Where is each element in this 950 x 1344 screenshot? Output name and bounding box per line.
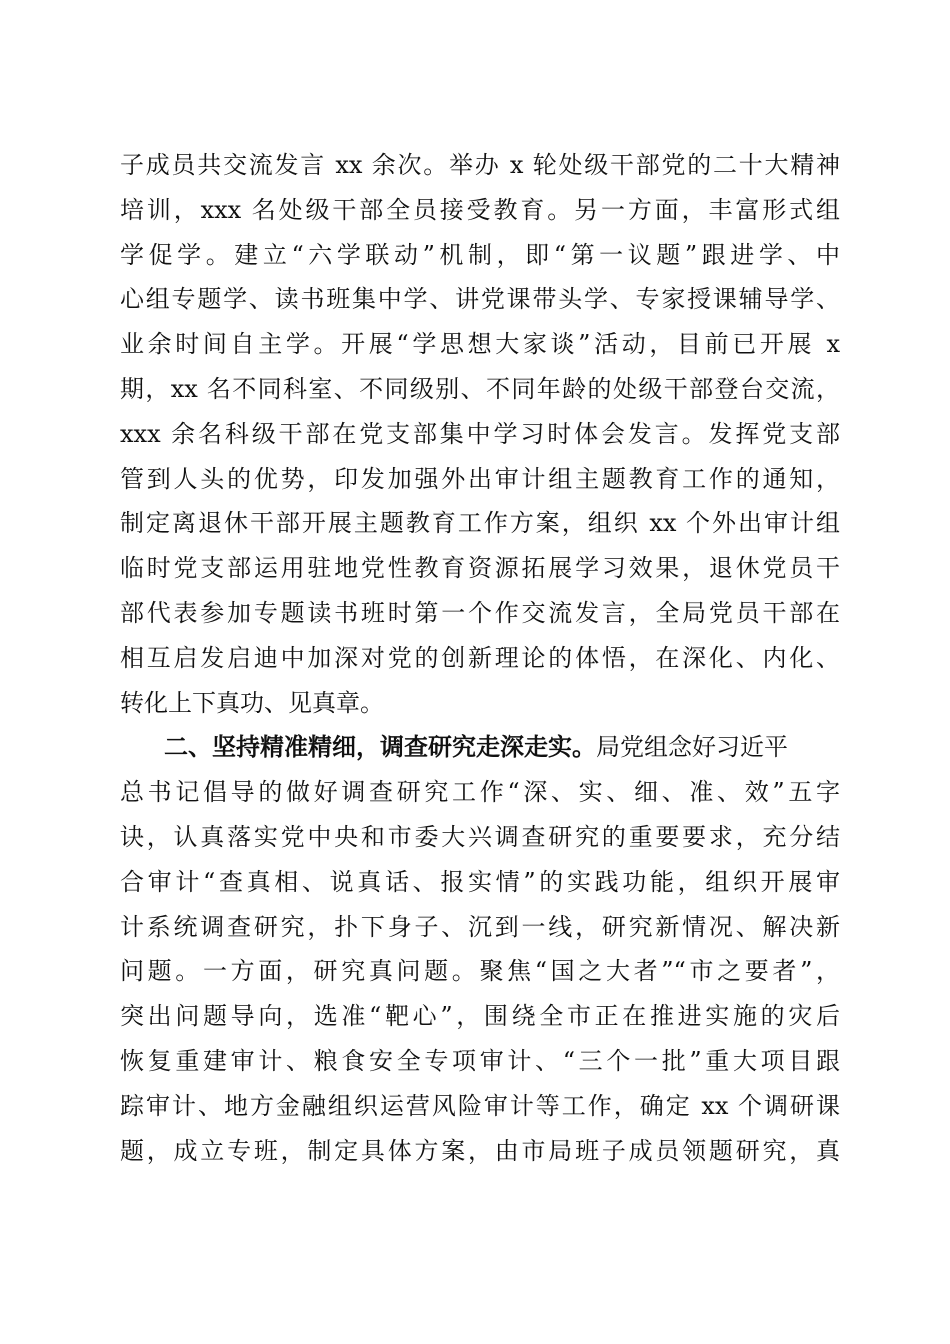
paragraph-1-line: 临时党支部运用驻地党性教育资源拓展学习效果，退休党员干	[120, 554, 840, 583]
document-body	[120, 143, 840, 1173]
paragraph-2-line: 恢复重建审计、粮食安全专项审计、“三个一批”重大项目跟	[120, 1046, 840, 1075]
paragraph-1-line: 培训，xxx 名处级干部全员接受教育。另一方面，丰富形式组	[120, 195, 840, 224]
paragraph-1-line: 学促学。建立“六学联动”机制，即“第一议题”跟进学、中	[120, 240, 840, 269]
paragraph-2-line: 问题。一方面，研究真问题。聚焦“国之大者”“市之要者”，	[120, 957, 840, 986]
paragraph-2-line: 计系统调查研究，扑下身子、沉到一线，研究新情况、解决新	[120, 912, 840, 941]
section-heading: 二、坚持精准精细，调查研究走深走实。	[164, 733, 596, 762]
paragraph-1-line: 管到人头的优势，印发加强外出审计组主题教育工作的通知，	[120, 464, 840, 493]
paragraph-1-line: 子成员共交流发言 xx 余次。举办 x 轮处级干部党的二十大精神	[120, 151, 840, 179]
paragraph-2-line: 合审计“查真相、说真话、报实情”的实践功能，组织开展审	[120, 867, 840, 896]
paragraph-2-line: 题，成立专班，制定具体方案，由市局班子成员领题研究，真	[120, 1136, 840, 1165]
paragraph-1	[120, 143, 840, 725]
paragraph-2-first-line	[120, 725, 840, 770]
paragraph-1-line: 期，xx 名不同科室、不同级别、不同年龄的处级干部登台交流，	[120, 374, 840, 403]
paragraph-2-line: 踪审计、地方金融组织运营风险审计等工作，确定 xx 个调研课	[120, 1091, 840, 1120]
paragraph-1-line: 业余时间自主学。开展“学思想大家谈”活动，目前已开展 x	[120, 330, 840, 359]
paragraph-1-line: 相互启发启迪中加深对党的创新理论的体悟，在深化、内化、	[120, 643, 840, 672]
paragraph-1-line: 转化上下真功、见真章。	[120, 688, 384, 717]
paragraph-2	[120, 725, 840, 1173]
paragraph-1-line: xxx 余名科级干部在党支部集中学习时体会发言。发挥党支部	[120, 419, 840, 448]
paragraph-2-line: 突出问题导向，选准“靶心”，围绕全市正在推进实施的灾后	[120, 1002, 840, 1031]
paragraph-2-line: 诀，认真落实党中央和市委大兴调查研究的重要要求，充分结	[120, 822, 840, 851]
paragraph-1-line: 心组专题学、读书班集中学、讲党课带头学、专家授课辅导学、	[120, 285, 840, 314]
paragraph-1-line: 部代表参加专题读书班时第一个作交流发言，全局党员干部在	[120, 598, 840, 627]
paragraph-2-line: 总书记倡导的做好调查研究工作“深、实、细、准、效”五字	[120, 778, 840, 807]
section-heading-continuation: 局党组念好习近平	[596, 733, 788, 762]
paragraph-1-line: 制定离退休干部开展主题教育工作方案，组织 xx 个外出审计组	[120, 509, 840, 538]
